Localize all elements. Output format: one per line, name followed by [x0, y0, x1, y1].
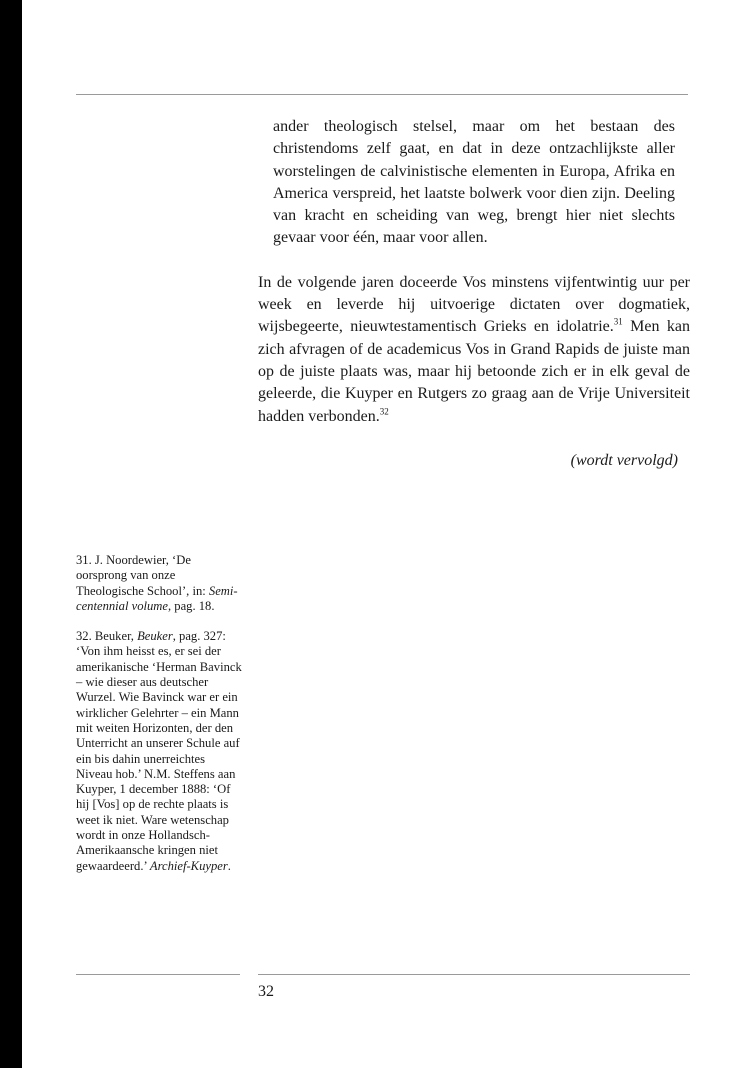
binding-edge	[0, 0, 22, 1068]
paragraph-text-2: Men kan zich afvragen of de academicus Vos in Grand Rapids de juiste man op de juiste plaats was, maar hij betoonde zich er in elk geval de geleerde, die Kuyper en Rutgers zo graag aan de Vrije Universiteit hadden verbonden.	[258, 318, 690, 425]
footnote-rule	[76, 974, 240, 975]
footnote-31: 31. J. Noordewier, ‘De oorsprong van onze Theologische School’, in: Semi-centennial volume, pag. 18.	[76, 553, 238, 613]
bottom-rule	[258, 974, 690, 975]
footnote-ref-32: 32	[379, 406, 389, 417]
page-number: 32	[258, 983, 274, 1000]
body-paragraph	[258, 272, 690, 428]
footnote-32: 32. Beuker, Beuker, pag. 327: ‘Von ihm heisst es, er sei der amerikanische ‘Herman Bavinck – wie dieser aus deutscher Wurzel. Wie Bavinck war er ein wirklicher Gelehrter – ein Mann mit weiten Horizonten, der den Unterricht an unserer Schule auf ein bis dahin unerreichtes Niveau hob.’ N.M. Steffens aan Kuyper, 1 december 1888: ‘Of hij [Vos] op de rechte plaats is weet ik niet. Ware wetenschap wordt in onze Hollandsch-Amerikaansche kringen niet gewaardeerd.’ Archief-Kuyper.	[76, 629, 242, 873]
main-column	[258, 116, 690, 472]
paragraph-text-1: In de volgende jaren doceerde Vos minstens vijfentwintig uur per week en leverde hij uitvoerige dictaten over dogmatiek, wijsbegeerte, nieuwtestamentisch Grieks en idolatrie.	[258, 273, 690, 336]
block-quote: ander theologisch stelsel, maar om het bestaan des christendoms zelf gaat, en dat in deze ontzachlijkste aller worstelingen de calvinistische elementen in Europa, Afrika en America verspreid, het laatste bolwerk voor dien zijn. Deeling van kracht en scheiding van weg, brengt hier niet slechts gevaar voor één, maar voor allen.	[273, 118, 675, 247]
top-rule	[76, 94, 688, 95]
footnote-ref-31: 31	[613, 317, 623, 328]
continuation-note: (wordt vervolgd)	[570, 451, 678, 469]
footnotes	[76, 553, 244, 889]
